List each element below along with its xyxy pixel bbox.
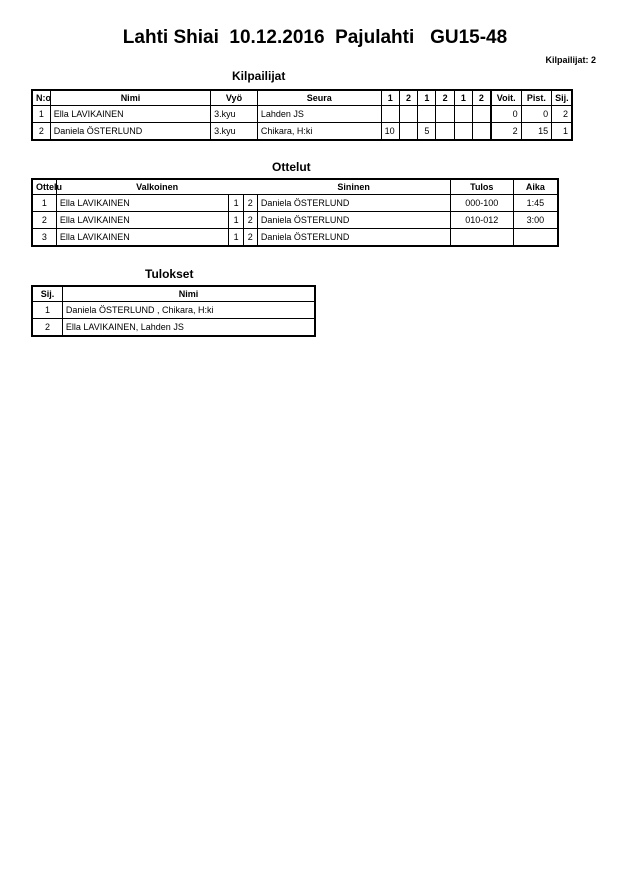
cell-tulos xyxy=(450,229,513,247)
cell-score: 10 xyxy=(381,123,399,141)
cell-ottelu: 2 xyxy=(32,212,56,229)
matches-header-row xyxy=(32,179,558,195)
cell-white-mark: 1 xyxy=(229,212,243,229)
col-seura: Seura xyxy=(257,90,381,106)
cell-score xyxy=(436,106,454,123)
cell-vyo: 3.kyu xyxy=(211,123,258,141)
cell-tulos: 010-012 xyxy=(450,212,513,229)
cell-nimi: Ella LAVIKAINEN xyxy=(50,106,210,123)
cell-nimi: Ella LAVIKAINEN, Lahden JS xyxy=(62,319,315,337)
cell-score xyxy=(399,123,417,141)
cell-sininen: Daniela ÖSTERLUND xyxy=(257,212,450,229)
cell-seura: Lahden JS xyxy=(257,106,381,123)
cell-sij: 2 xyxy=(32,319,62,337)
cell-tulos: 000-100 xyxy=(450,195,513,212)
competitors-header-row xyxy=(32,90,572,106)
cell-sij: 1 xyxy=(552,123,572,141)
cell-aika: 1:45 xyxy=(513,195,558,212)
cell-nimi: Daniela ÖSTERLUND , Chikara, H:ki xyxy=(62,302,315,319)
competitors-table xyxy=(31,89,573,141)
cell-blue-mark: 2 xyxy=(243,212,257,229)
cell-score: 5 xyxy=(418,123,436,141)
table-row xyxy=(32,123,572,141)
col-tulos: Tulos xyxy=(450,179,513,195)
page-title: Lahti Shiai 10.12.2016 Pajulahti GU15-48 xyxy=(122,27,508,48)
section-title-ottelut: Ottelut xyxy=(272,160,311,174)
matches-table xyxy=(31,178,559,247)
col-pist: Pist. xyxy=(521,90,551,106)
cell-pist: 0 xyxy=(521,106,551,123)
cell-score xyxy=(399,106,417,123)
table-row xyxy=(32,195,558,212)
cell-white-mark: 1 xyxy=(229,195,243,212)
col-ottelu: Ottelu xyxy=(32,179,56,195)
col-sij: Sij. xyxy=(552,90,572,106)
cell-score xyxy=(381,106,399,123)
col-vyo: Vyö xyxy=(211,90,258,106)
col-nimi: Nimi xyxy=(50,90,210,106)
cell-aika: 3:00 xyxy=(513,212,558,229)
cell-aika xyxy=(513,229,558,247)
cell-score xyxy=(454,106,472,123)
cell-white-mark: 1 xyxy=(229,229,243,247)
section-title-kilpailijat: Kilpailijat xyxy=(232,69,286,83)
cell-sij: 2 xyxy=(552,106,572,123)
cell-sininen: Daniela ÖSTERLUND xyxy=(257,229,450,247)
cell-score xyxy=(436,123,454,141)
cell-score xyxy=(418,106,436,123)
col-voit: Voit. xyxy=(491,90,521,106)
cell-valkoinen: Ella LAVIKAINEN xyxy=(56,212,229,229)
col-nimi: Nimi xyxy=(62,286,315,302)
col-sij: Sij. xyxy=(32,286,62,302)
cell-no: 1 xyxy=(32,106,50,123)
cell-no: 2 xyxy=(32,123,50,141)
cell-ottelu: 3 xyxy=(32,229,56,247)
col-score-6: 2 xyxy=(472,90,490,106)
col-score-4: 2 xyxy=(436,90,454,106)
col-score-2: 2 xyxy=(399,90,417,106)
table-row xyxy=(32,229,558,247)
col-valkoinen: Valkoinen xyxy=(56,179,257,195)
col-score-5: 1 xyxy=(454,90,472,106)
cell-blue-mark: 2 xyxy=(243,229,257,247)
cell-valkoinen: Ella LAVIKAINEN xyxy=(56,195,229,212)
cell-nimi: Daniela ÖSTERLUND xyxy=(50,123,210,141)
col-score-3: 1 xyxy=(418,90,436,106)
cell-valkoinen: Ella LAVIKAINEN xyxy=(56,229,229,247)
col-aika: Aika xyxy=(513,179,558,195)
cell-blue-mark: 2 xyxy=(243,195,257,212)
cell-sij: 1 xyxy=(32,302,62,319)
cell-pist: 15 xyxy=(521,123,551,141)
cell-voit: 0 xyxy=(491,106,521,123)
competitor-count: Kilpailijat: 2 xyxy=(545,55,596,65)
cell-sininen: Daniela ÖSTERLUND xyxy=(257,195,450,212)
table-row xyxy=(32,212,558,229)
results-table xyxy=(31,285,316,337)
cell-score xyxy=(454,123,472,141)
cell-seura: Chikara, H:ki xyxy=(257,123,381,141)
cell-score xyxy=(472,106,490,123)
cell-ottelu: 1 xyxy=(32,195,56,212)
table-row xyxy=(32,106,572,123)
results-header-row xyxy=(32,286,315,302)
section-title-tulokset: Tulokset xyxy=(145,267,194,281)
col-no: N:o xyxy=(32,90,50,106)
col-score-1: 1 xyxy=(381,90,399,106)
cell-score xyxy=(472,123,490,141)
cell-voit: 2 xyxy=(491,123,521,141)
table-row xyxy=(32,319,315,337)
col-sininen: Sininen xyxy=(257,179,450,195)
table-row xyxy=(32,302,315,319)
cell-vyo: 3.kyu xyxy=(211,106,258,123)
